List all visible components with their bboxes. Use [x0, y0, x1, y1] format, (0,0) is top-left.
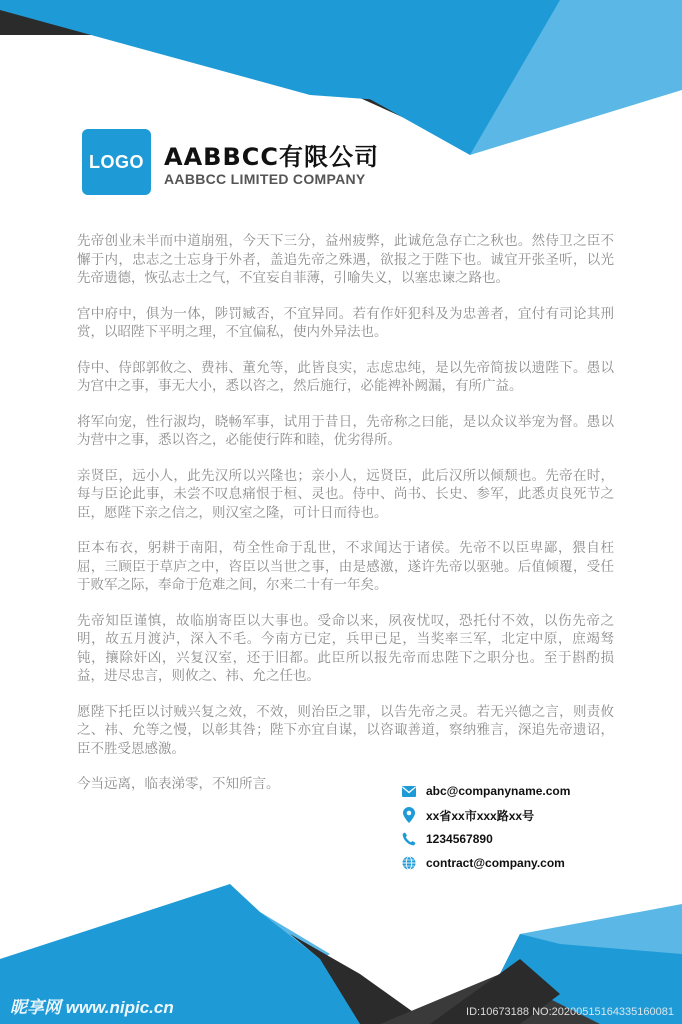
website-text[interactable]: contract@company.com — [426, 856, 565, 870]
watermark-site: 昵享网 www.nipic.cn — [10, 998, 174, 1017]
address-text: xx省xx市xxx路xx号 — [426, 808, 535, 823]
paragraph: 先帝知臣谨慎，故临崩寄臣以大事也。受命以来，夙夜忧叹，恐托付不效，以伤先帝之明，故五月渡泸，深入不毛。今南方已定，兵甲已足，当奖率三军，北定中原，庶竭驽钝，攘除奸凶，兴复汉室，还于旧都。此臣所以报先帝而忠陛下之职分也。至于斟酌损益，进尽忠言，则攸之、祎、允之任也。 — [77, 612, 614, 684]
company-name-en: AABBCC LIMITED COMPANY — [164, 171, 366, 187]
paragraph: 愿陛下托臣以讨贼兴复之效，不效，则治臣之罪，以告先帝之灵。若无兴德之言，则责攸之、祎、允等之慢，以彰其咎；陛下亦宜自谋，以咨诹善道，察纳雅言，深追先帝遗诏，臣不胜受恩感激。 — [77, 703, 614, 757]
logo: LOGO — [82, 129, 151, 195]
paragraph: 将军向宠，性行淑均，晓畅军事，试用于昔日，先帝称之曰能，是以众议举宠为督。愚以为营中之事，悉以咨之，必能使行阵和睦，优劣得所。 — [77, 413, 614, 448]
contact-address — [400, 803, 640, 827]
contact-email — [400, 779, 640, 803]
paragraph: 先帝创业未半而中道崩殂，今天下三分，益州疲弊，此诚危急存亡之秋也。然侍卫之臣不懈于内，忠志之士忘身于外者，盖追先帝之殊遇，欲报之于陛下也。诚宜开张圣听，以光先帝遗德，恢弘志士之气，不宜妄自菲薄，引喻失义，以塞忠谏之路也。 — [77, 233, 614, 286]
contact-phone — [400, 827, 640, 851]
email-icon — [400, 782, 418, 800]
email-text[interactable]: abc@companyname.com — [426, 784, 571, 798]
paragraph: 臣本布衣，躬耕于南阳，苟全性命于乱世，不求闻达于诸侯。先帝不以臣卑鄙，猥自枉屈，三顾臣于草庐之中，咨臣以当世之事，由是感激，遂许先帝以驱驰。后值倾覆，受任于败军之际，奉命于危难之间，尔来二十有一年矣。 — [77, 540, 614, 593]
paragraph: 侍中、侍郎郭攸之、费祎、董允等，此皆良实，志虑忠纯，是以先帝简拔以遗陛下。愚以为宫中之事，事无大小，悉以咨之，然后施行，必能裨补阙漏，有所广益。 — [77, 359, 614, 394]
company-name-cn: AABBCC有限公司 — [164, 143, 379, 171]
phone-icon — [400, 830, 418, 848]
contact-info — [400, 779, 640, 875]
phone-text[interactable]: 1234567890 — [426, 832, 493, 846]
paragraph: 今当远离，临表涕零，不知所言。 — [77, 776, 280, 792]
letter-body — [77, 232, 614, 811]
paragraph: 宫中府中，俱为一体，陟罚臧否，不宜异同。若有作奸犯科及为忠善者，宜付有司论其刑赏，以昭陛下平明之理，不宜偏私，使内外异法也。 — [77, 305, 614, 340]
location-icon — [400, 806, 418, 824]
watermark-id: ID:10673188 NO:20200515164335160081 — [466, 1006, 674, 1018]
paragraph: 亲贤臣，远小人，此先汉所以兴隆也；亲小人，远贤臣，此后汉所以倾颓也。先帝在时，每与臣论此事，未尝不叹息痛恨于桓、灵也。侍中、尚书、长史、参军，此悉贞良死节之臣，愿陛下亲之信之，则汉室之隆，可计日而待也。 — [77, 467, 614, 521]
